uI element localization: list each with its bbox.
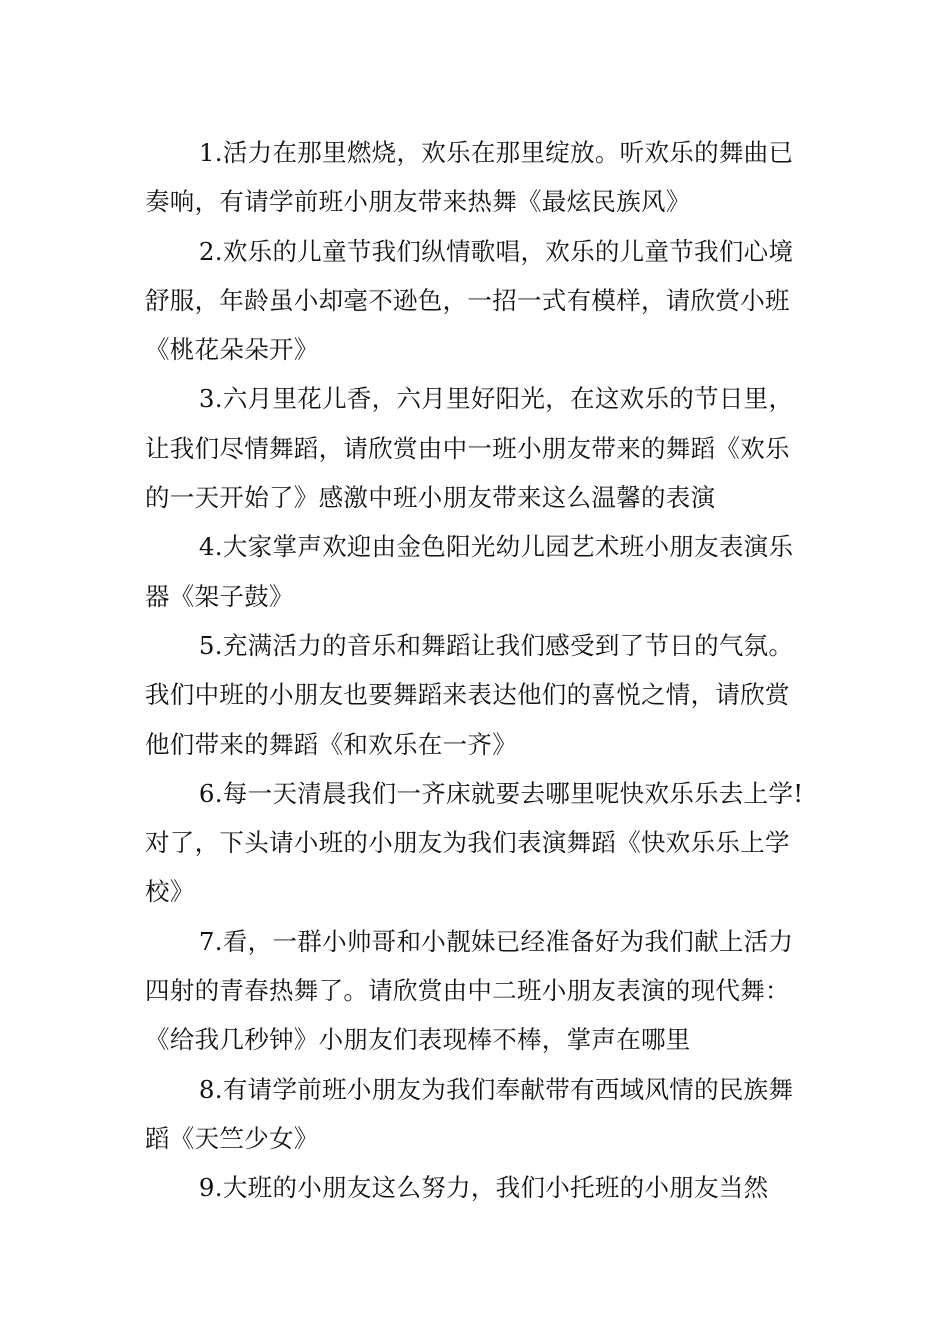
paragraph-8: 8.有请学前班小朋友为我们奉献带有西域风情的民族舞蹈《天竺少女》 (145, 1074, 794, 1153)
paragraph-2: 2.欢乐的儿童节我们纵情歌唱，欢乐的儿童节我们心境舒服，年龄虽小却毫不逊色，一招一式有模样，请欣赏小班《桃花朵朵开》 (145, 236, 794, 365)
paragraph-3: 3.六月里花儿香，六月里好阳光，在这欢乐的节日里，让我们尽情舞蹈，请欣赏由中一班小朋友带来的舞蹈《欢乐的一天开始了》感激中班小朋友带来这么温馨的表演 (145, 384, 794, 513)
paragraph-6: 6.每一天清晨我们一齐床就要去哪里呢快欢乐乐去上学!对了，下头请小班的小朋友为我们表演舞蹈《快欢乐乐上学校》 (145, 778, 804, 907)
paragraph-7: 7.看，一群小帅哥和小靓妹已经准备好为我们献上活力四射的青春热舞了。请欣赏由中二班小朋友表演的现代舞：《给我几秒钟》小朋友们表现棒不棒，掌声在哪里 (145, 926, 794, 1055)
paragraph-5: 5.充满活力的音乐和舞蹈让我们感受到了节日的气氛。我们中班的小朋友也要舞蹈来表达他们的喜悦之情，请欣赏他们带来的舞蹈《和欢乐在一齐》 (145, 630, 794, 759)
paragraph-9: 9.大班的小朋友这么努力，我们小托班的小朋友当然 (198, 1173, 769, 1203)
document-body (145, 128, 807, 1213)
paragraph-4: 4.大家掌声欢迎由金色阳光幼儿园艺术班小朋友表演乐器《架子鼓》 (145, 532, 794, 611)
paragraph-1: 1.活力在那里燃烧，欢乐在那里绽放。听欢乐的舞曲已奏响，有请学前班小朋友带来热舞《最炫民族风》 (145, 138, 794, 217)
